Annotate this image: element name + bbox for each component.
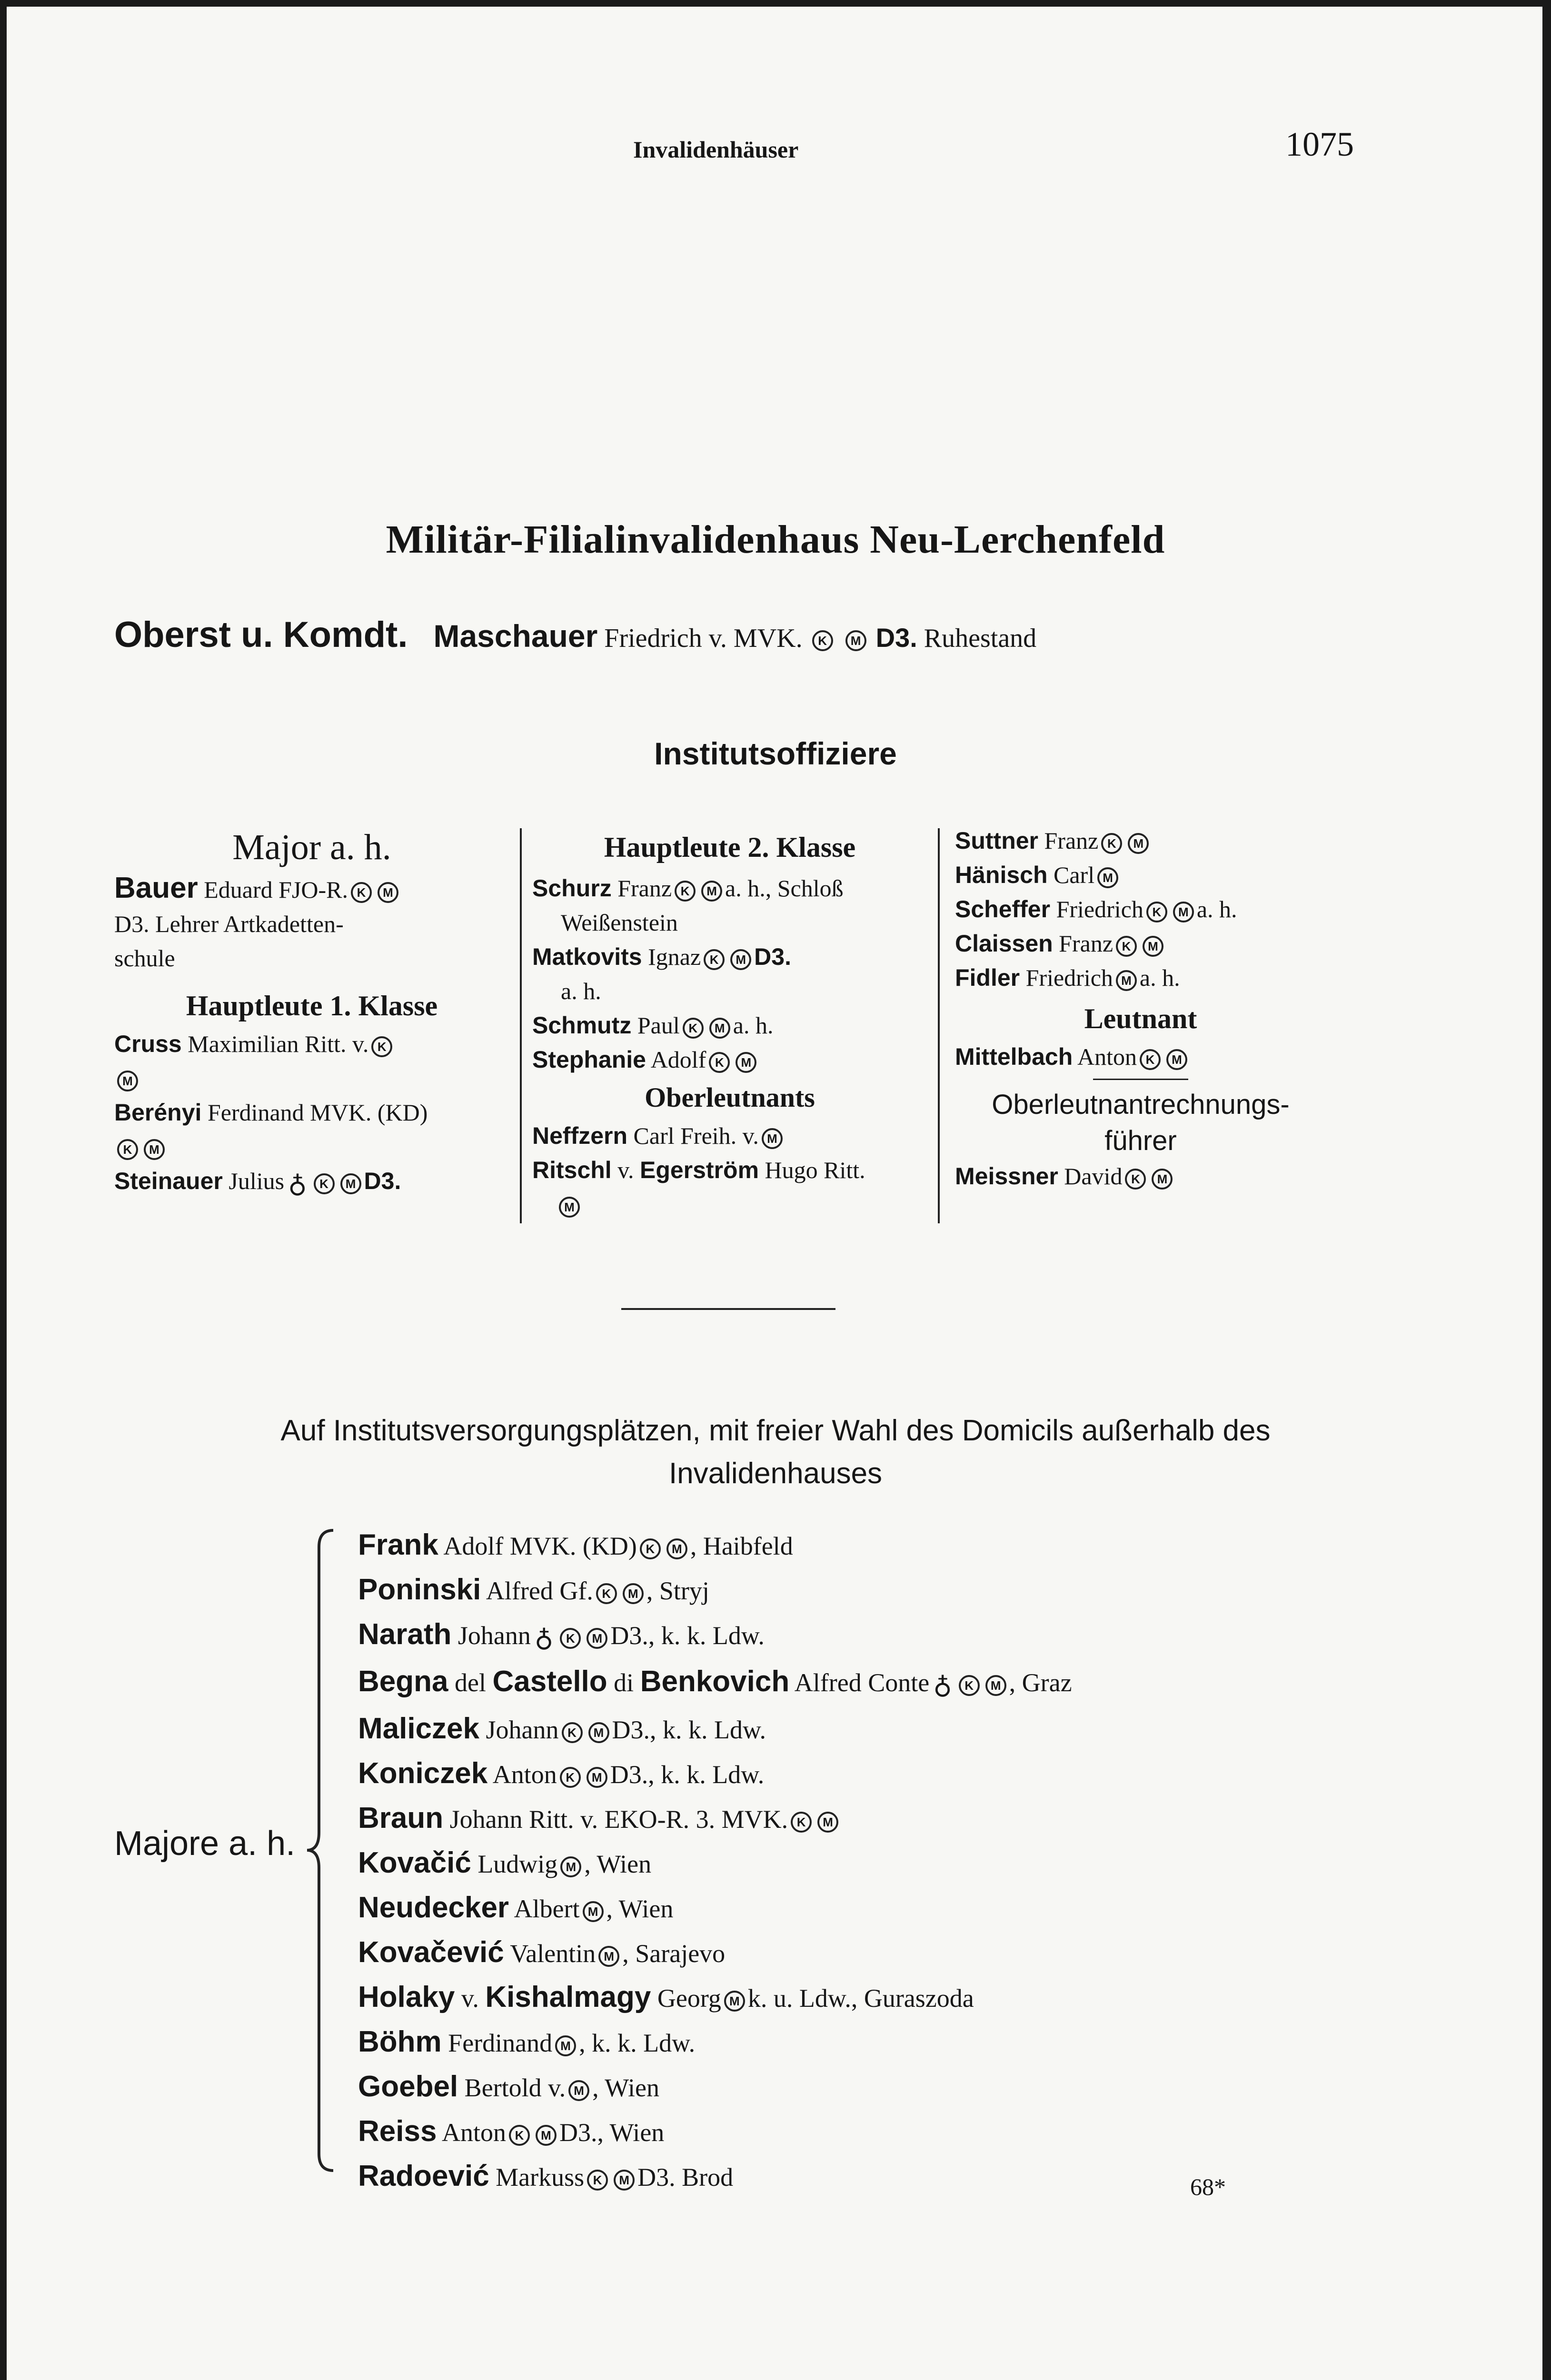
majore-label: Majore a. h. [114, 1825, 296, 1863]
m-seal-icon: M [536, 2125, 557, 2146]
page-number: 1075 [1285, 125, 1354, 163]
col1-head-major: Major a. h. [232, 827, 391, 867]
m-seal-icon: M [817, 1812, 838, 1833]
m-seal-icon: M [985, 1675, 1006, 1696]
m-seal-icon: M [736, 1052, 756, 1073]
entry-claissen: Claissen Franz K M [955, 926, 1350, 961]
k-seal-icon: K [1125, 1169, 1146, 1190]
m-seal-icon: M [555, 2035, 576, 2056]
list-item: Radoević Markuss K M D3. Brod [358, 2160, 734, 2193]
col1-head-hauptleute: Hauptleute 1. Klasse [186, 990, 438, 1021]
col3-head-rechnungsfuehrer-2: führer [1104, 1125, 1177, 1156]
m-seal-icon: M [598, 1946, 619, 1967]
m-seal-icon: M [587, 1628, 607, 1649]
left-page-edge [0, 0, 7, 2380]
list-item: Neudecker Albert M , Wien [358, 1891, 674, 1924]
entry-matkovits: Matkovits Ignaz K M D3. [532, 943, 791, 970]
m-seal-icon: M [559, 1197, 580, 1218]
entry-bauer: Bauer Eduard FJO-R. K M [114, 871, 509, 907]
list-item: Begna del Castello di Benkovich Alfred Conte ♁ K M , Graz [358, 1665, 1072, 1700]
col3-head-leutnant: Leutnant [1084, 1003, 1197, 1034]
m-seal-icon: M [1166, 1049, 1187, 1070]
commander-status: Ruhestand [924, 624, 1037, 653]
k-seal-icon: K [351, 882, 372, 903]
entry-steinauer: Steinauer Julius ♁ K M D3. [114, 1168, 401, 1198]
col3-head-rechnungsfuehrer: Oberleutnantrechnungs- [992, 1089, 1290, 1120]
m-seal-icon: M [1116, 970, 1137, 991]
list-item: Braun Johann Ritt. v. EKO-R. 3. MVK. K M [358, 1796, 1072, 1841]
k-seal-icon: K [704, 949, 725, 970]
curly-brace [305, 1528, 338, 2173]
order-cross-icon: ♁ [933, 1671, 952, 1700]
k-seal-icon: K [371, 1036, 392, 1057]
commander-name: Maschauer [433, 618, 598, 654]
entry-schmutz: Schmutz Paul K M a. h. [532, 1012, 774, 1039]
entry-mittelbach: Mittelbach Anton K M [955, 1040, 1350, 1074]
majore-list [358, 1523, 1072, 2199]
order-cross-icon: ♁ [288, 1169, 307, 1198]
k-seal-icon: K [959, 1675, 980, 1696]
m-seal-icon: M [378, 882, 398, 903]
m-seal-icon: M [560, 1856, 581, 1877]
entry-meissner: Meissner David K M [955, 1159, 1350, 1193]
m-seal-icon: M [730, 949, 751, 970]
entry-bauer-3: schule [114, 945, 175, 972]
right-page-edge [1542, 0, 1551, 2380]
column-divider-1 [520, 828, 522, 1223]
m-seal-icon: M [1152, 1169, 1173, 1190]
k-seal-icon: K [640, 1538, 661, 1559]
entry-scheffer: Scheffer Friedrich K M a. h. [955, 896, 1237, 922]
list-item: Reiss Anton K M D3., Wien [358, 2115, 665, 2148]
section-separator [621, 1308, 835, 1310]
k-seal-icon: K [1140, 1049, 1161, 1070]
m-seal-icon: M [666, 1538, 687, 1559]
k-seal-icon: K [314, 1173, 335, 1194]
commander-line [114, 614, 1036, 655]
col3-rule [1093, 1079, 1188, 1080]
entry-fidler: Fidler Friedrich M a. h. [955, 964, 1180, 991]
k-seal-icon: K [117, 1139, 138, 1160]
versorgung-title-1: Auf Institutsversorgungsplätzen, mit freier Wahl des Domicils außerhalb des [280, 1414, 1271, 1447]
entry-bauer-2: D3. Lehrer Artkadetten- [114, 911, 344, 937]
versorgung-title-2: Invalidenhauses [668, 1457, 883, 1490]
list-item: Holaky v. Kishalmagy Georg M k. u. Ldw., Guraszoda [358, 1981, 974, 2014]
k-seal-icon: K [683, 1018, 704, 1039]
column-1 [114, 823, 509, 1201]
k-seal-icon: K [1116, 936, 1137, 957]
k-seal-icon: K [560, 1767, 581, 1788]
entry-matkovits-2: a. h. [561, 978, 601, 1004]
m-seal-icon: M [762, 1128, 783, 1149]
m-seal-icon: M [724, 1991, 745, 2012]
k-seal-icon: K [1146, 902, 1167, 922]
list-item: Frank Adolf MVK. (KD) K M , Haibfeld [358, 1528, 793, 1561]
m-seal-icon: M [583, 1901, 604, 1922]
order-cross-icon: ♁ [534, 1624, 554, 1653]
k-seal-icon: K [675, 881, 696, 902]
column-2 [532, 823, 927, 1221]
k-seal-icon: K [791, 1812, 812, 1833]
m-seal-icon: M [568, 2080, 589, 2101]
k-seal-icon: K [812, 630, 833, 651]
m-seal-icon: M [614, 2170, 635, 2191]
k-seal-icon: K [587, 2170, 608, 2191]
column-divider-2 [938, 828, 940, 1223]
list-item: Poninski Alfred Gf. K M , Stryj [358, 1573, 709, 1606]
commander-decoration: D3. [875, 623, 917, 653]
k-seal-icon: K [596, 1583, 617, 1604]
list-item: Narath Johann ♁ K M D3., k. k. Ldw. [358, 1618, 765, 1653]
m-seal-icon: M [623, 1583, 644, 1604]
list-item: Koniczek Anton K M D3., k. k. Ldw. [358, 1757, 765, 1790]
k-seal-icon: K [560, 1628, 581, 1649]
col2-head-oberleutnants: Oberleutnants [645, 1082, 815, 1113]
list-item: Böhm Ferdinand M , k. k. Ldw. [358, 2025, 696, 2059]
m-seal-icon: M [1097, 867, 1118, 888]
m-seal-icon: M [701, 881, 722, 902]
entry-neffzern: Neffzern Carl Freih. v. M [532, 1119, 927, 1153]
m-seal-icon: M [587, 1767, 607, 1788]
entry-berenyi: Berényi Ferdinand MVK. (KD) [114, 1099, 428, 1126]
entry-schurz: Schurz Franz K M a. h., Schloß [532, 875, 844, 902]
commander-rank: Oberst u. Komdt. [114, 615, 408, 655]
section-title: Institutsoffiziere [654, 736, 897, 771]
list-item: Goebel Bertold v. M , Wien [358, 2070, 659, 2103]
m-seal-icon: M [1173, 902, 1194, 922]
k-seal-icon: K [709, 1052, 730, 1073]
signature-mark: 68* [1190, 2173, 1226, 2200]
entry-suttner: Suttner Franz K M [955, 823, 1350, 858]
m-seal-icon: M [1128, 833, 1149, 854]
m-seal-icon: M [588, 1722, 609, 1743]
entry-stephanie: Stephanie Adolf K M [532, 1042, 927, 1077]
k-seal-icon: K [1101, 833, 1122, 854]
running-title: Invalidenhäuser [633, 136, 799, 163]
entry-haenisch: Hänisch Carl M [955, 858, 1350, 892]
list-item: Kovačić Ludwig M , Wien [358, 1846, 652, 1880]
page-title: Militär-Filialinvalidenhaus Neu-Lerchenfeld [386, 517, 1165, 562]
m-seal-icon: M [1143, 936, 1163, 957]
entry-cruss: Cruss Maximilian Ritt. v. K [114, 1027, 509, 1061]
k-seal-icon: K [509, 2125, 530, 2146]
m-seal-icon: M [709, 1018, 730, 1039]
m-seal-icon: M [845, 630, 866, 651]
commander-first: Friedrich v. MVK. [604, 624, 803, 653]
entry-ritschl: Ritschl v. Egerström Hugo Ritt. [532, 1157, 865, 1183]
col2-head-hauptleute: Hauptleute 2. Klasse [604, 832, 856, 863]
column-3 [955, 823, 1350, 1193]
list-item: Kovačević Valentin M , Sarajevo [358, 1936, 726, 1969]
m-seal-icon: M [117, 1071, 138, 1091]
top-page-edge [0, 0, 1551, 7]
entry-schurz-2: Weißenstein [561, 909, 678, 936]
m-seal-icon: M [144, 1139, 165, 1160]
list-item: Maliczek Johann K M D3., k. k. Ldw. [358, 1712, 766, 1745]
m-seal-icon: M [340, 1173, 361, 1194]
k-seal-icon: K [562, 1722, 583, 1743]
